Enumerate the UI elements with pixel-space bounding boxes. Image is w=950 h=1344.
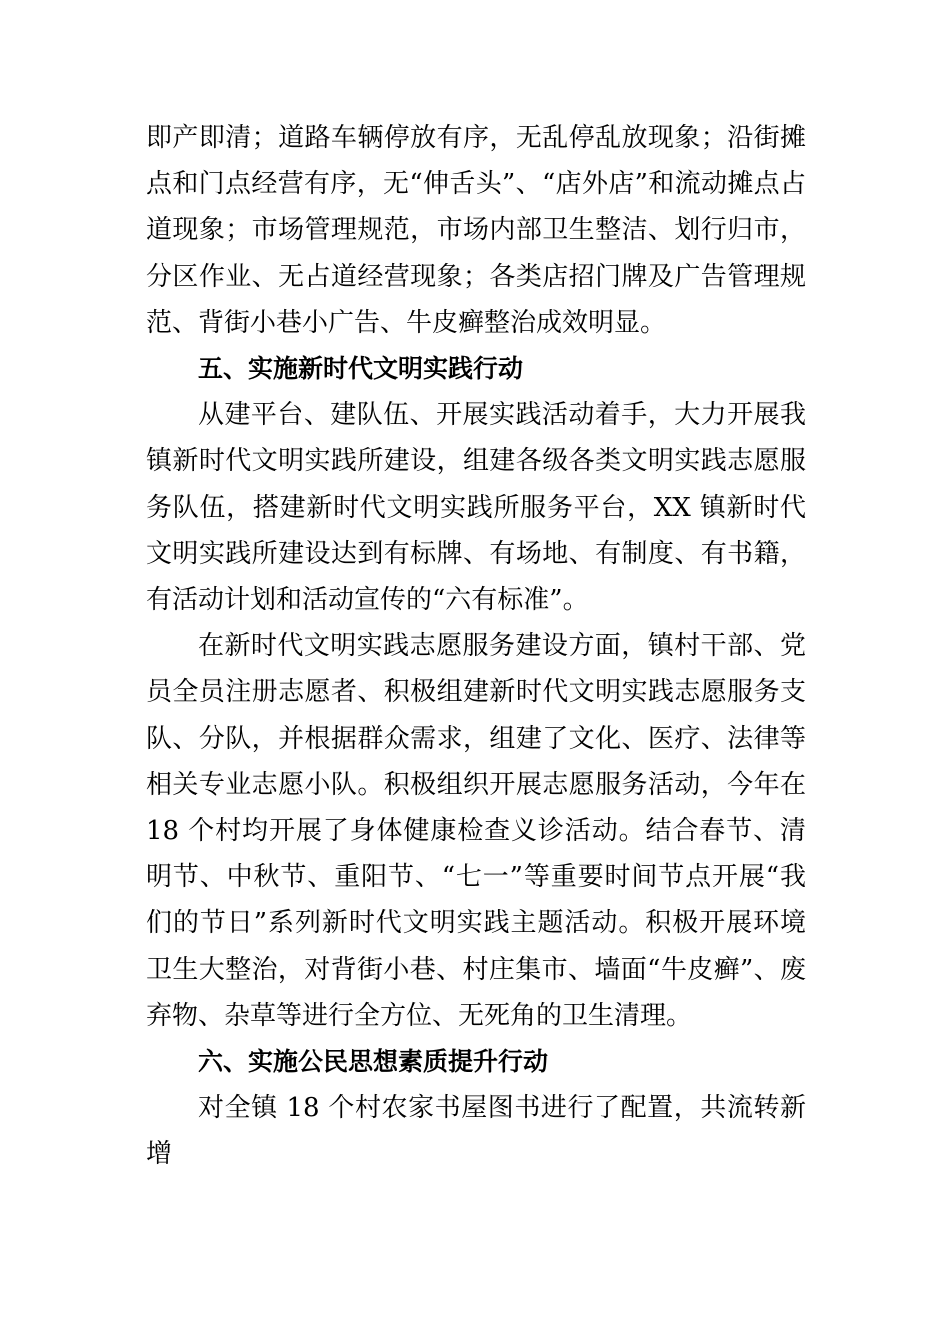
section-heading: 五、实施新时代文明实践行动 [198, 354, 524, 384]
body-paragraph: 从建平台、建队伍、开展实践活动着手，大力开展我镇新时代文明实践所建设，组建各级各类文明实践志愿服务队伍，搭建新时代文明实践所服务平台，XX 镇新时代文明实践所建设达到有标牌、有场地、有制度、有书籍，有活动计划和活动宣传的“六有标准”。 [146, 400, 806, 616]
body-paragraph: 即产即清；道路车辆停放有序，无乱停乱放现象；沿街摊点和门点经营有序，无“伸舌头”、“店外店”和流动摊点占道现象；市场管理规范，市场内部卫生整洁、划行归市，分区作业、无占道经营现象；各类店招门牌及广告管理规范、背街小巷小广告、牛皮癣整治成效明显。 [146, 123, 806, 338]
body-paragraph: 在新时代文明实践志愿服务建设方面，镇村干部、党员全员注册志愿者、积极组建新时代文明实践志愿服务支队、分队，并根据群众需求，组建了文化、医疗、法律等相关专业志愿小队。积极组织开展志愿服务活动，今年在 18 个村均开展了身体健康检查义诊活动。结合春节、清明节、中秋节、重阳节、“七一”等重要时间节点开展“我们的节日”系列新时代文明实践主题活动。积极开展环境卫生大整治，对背街小巷、村庄集市、墙面“牛皮癣”、废弃物、杂草等进行全方位、无死角的卫生清理。 [146, 631, 806, 1031]
document-body [146, 115, 806, 1178]
section-heading: 六、实施公民思想素质提升行动 [198, 1047, 549, 1077]
body-paragraph: 对全镇 18 个村农家书屋图书进行了配置，共流转新增 [146, 1093, 806, 1170]
